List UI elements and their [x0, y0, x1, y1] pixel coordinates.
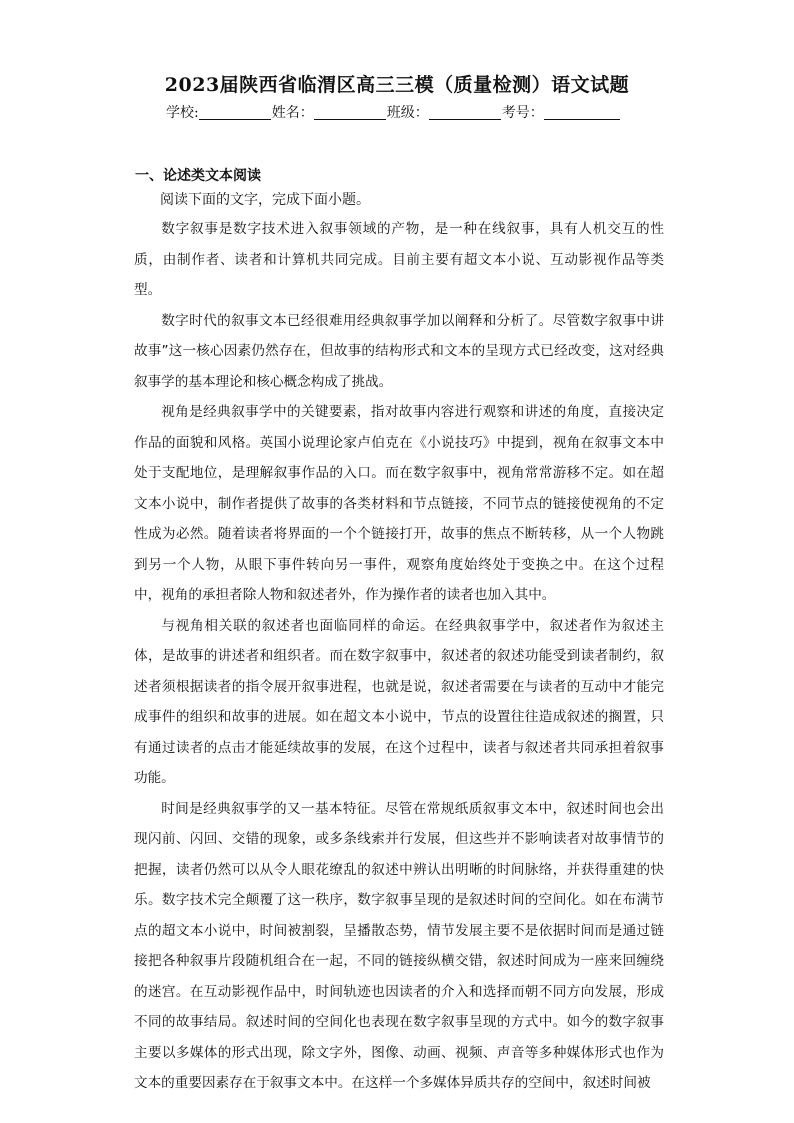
passage-paragraph: 视角是经典叙事学中的关键要素，指对故事内容进行观察和讲述的角度，直接决定作品的面貌和风格。英国小说理论家卢伯克在《小说技巧》中提到，视角在叙事文本中处于支配地位，是理解叙事作品的入口。而在数字叙事中，视角常常游移不定。如在超文本小说中，制作者提供了故事的各类材料和节点链接，不同节点的链接使视角的不定性成为必然。随着读者将界面的一个个链接打开，故事的焦点不断转移，从一个人物跳到另一个人物，从眼下事件转向另一事件，观察角度始终处于变换之中。在这个过程中，视角的承担者除人物和叙述者外，作为操作者的读者也加入其中。 — [134, 404, 664, 603]
section-heading: 一、论述类文本阅读 — [135, 168, 261, 184]
reading-passage — [134, 214, 664, 1099]
document-title: 2023届陕西省临渭区高三三模（质量检测）语文试题 — [164, 74, 630, 96]
passage-paragraph: 时间是经典叙事学的又一基本特征。尽管在常规纸质叙事文本中，叙述时间也会出现闪前、闪回、交错的现象，或多条线索并行发展，但这些并不影响读者对故事情节的把握，读者仍然可以从令人眼花缭乱的叙述中辨认出明晰的时间脉络，并获得重建的快乐。数字技术完全颠覆了这一秩序，数字叙事呈现的是叙述时间的空间化。如在布满节点的超文本小说中，时间被割裂，呈播散态势，情节发展主要不是依据时间而是通过链接把各种叙事片段随机组合在一起，不同的链接纵横交错，叙述时间成为一座来回缠绕的迷宫。在互动影视作品中，时间轨迹也因读者的介入和选择而朝不同方向发展，形成不同的故事结局。叙述时间的空间化也表现在数字叙事呈现的方式中。如今的数字叙事主要以多媒体的形式出现，除文字外，图像、动画、视频、声音等多种媒体形式也作为文本的重要因素存在于叙事文本中。在这样一个多媒体异质共存的空间中，叙述时间被 — [134, 800, 664, 1091]
class-blank — [429, 105, 501, 120]
exam-number-label: 考号： — [501, 105, 544, 121]
passage-paragraph: 数字时代的叙事文本已经很难用经典叙事学加以阐释和分析了。尽管数字叙事中讲故事”这一核心因素仍然存在，但故事的结构形式和文本的呈现方式已经改变，这对经典叙事学的基本理论和核心概念构成了挑战。 — [134, 312, 664, 390]
name-blank — [314, 105, 386, 120]
passage-paragraph: 数字叙事是数字技术进入叙事领域的产物，是一种在线叙事，具有人机交互的性质，由制作者、读者和计算机共同完成。目前主要有超文本小说、互动影视作品等类型。 — [134, 221, 664, 298]
school-blank — [199, 105, 271, 120]
reading-instruction: 阅读下面的文字，完成下面小题。 — [160, 192, 370, 208]
name-label: 姓名： — [271, 105, 314, 121]
class-label: 班级： — [386, 105, 429, 121]
exam-number-blank — [544, 105, 620, 120]
school-label: 学校: — [166, 105, 199, 121]
student-info-line — [166, 102, 621, 122]
passage-paragraph: 与视角相关联的叙述者也面临同样的命运。在经典叙事学中，叙述者作为叙述主体，是故事的讲述者和组织者。而在数字叙事中，叙述者的叙述功能受到读者制约，叙述者须根据读者的指令展开叙事进程，也就是说，叙述者需要在与读者的互动中才能完成事件的组织和故事的进展。如在超文本小说中，节点的设置往往造成叙述的搁置，只有通过读者的点击才能延续故事的发展，在这个过程中，读者与叙述者共同承担着叙事功能。 — [134, 617, 664, 786]
